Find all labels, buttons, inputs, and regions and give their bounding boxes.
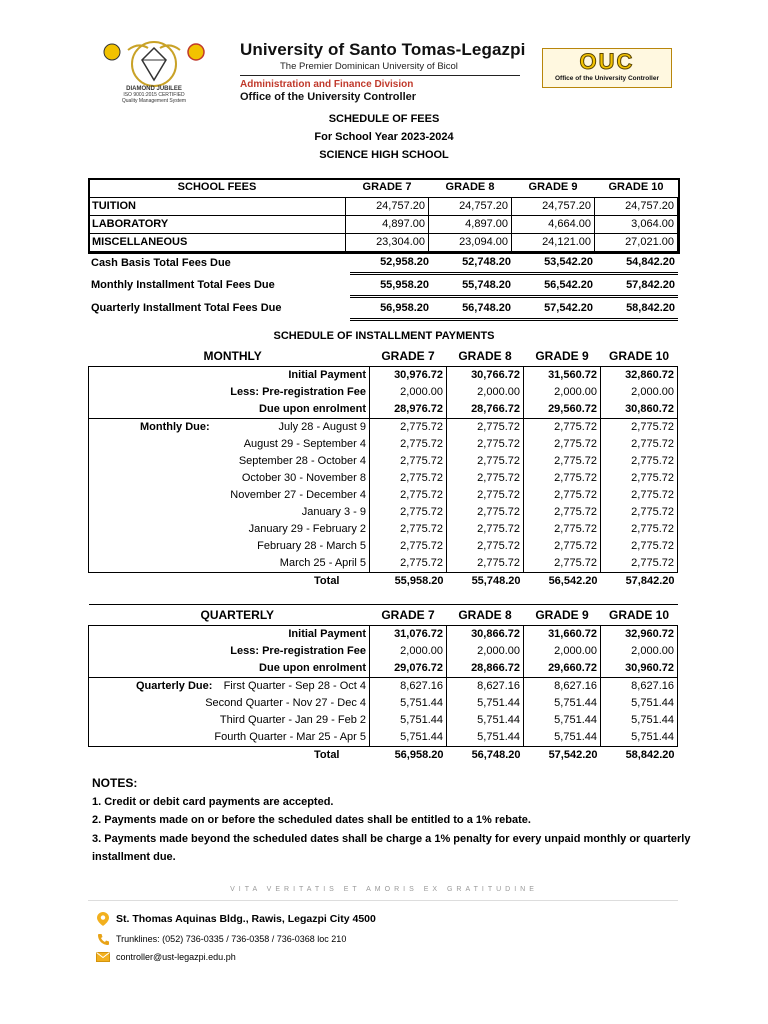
total-value: 57,542.20 xyxy=(548,749,598,761)
monthly-schedule-row xyxy=(89,419,678,437)
row-value: 2,775.72 xyxy=(601,504,678,521)
row-value: 5,751.44 xyxy=(447,729,524,747)
total-value: 52,958.20 xyxy=(350,252,432,274)
total-value: 56,958.20 xyxy=(350,297,432,320)
row-value: 2,775.72 xyxy=(524,436,601,453)
monthly-schedule-row xyxy=(89,555,678,573)
fee-value: 27,021.00 xyxy=(595,234,678,252)
row-label: Quarterly Due: First Quarter - Sep 28 - Oct 4 xyxy=(89,678,370,696)
note-item: 2. Payments made on or before the scheduled dates shall be entitled to a 1% rebate. xyxy=(92,814,531,826)
fee-value: 4,897.00 xyxy=(346,216,429,234)
quarterly-schedule-row xyxy=(89,678,678,696)
quarterly-initial-row xyxy=(89,626,678,644)
university-heading xyxy=(240,40,540,103)
total-row-cash xyxy=(88,252,678,274)
row-value: 2,775.72 xyxy=(447,504,524,521)
row-label: January 3 - 9 xyxy=(89,504,370,521)
phone-line xyxy=(96,932,346,946)
fees-header-grade10: GRADE 10 xyxy=(608,181,664,193)
row-value: 2,775.72 xyxy=(370,419,447,437)
total-value: 55,958.20 xyxy=(394,575,444,587)
row-value: 2,775.72 xyxy=(447,538,524,555)
total-label: Monthly Installment Total Fees Due xyxy=(91,279,275,291)
row-value: 2,775.72 xyxy=(601,436,678,453)
total-value: 58,842.20 xyxy=(596,297,678,320)
row-label: January 29 - February 2 xyxy=(89,521,370,538)
email-line xyxy=(96,950,236,964)
row-label: Initial Payment xyxy=(89,626,370,644)
total-value: 52,748.20 xyxy=(432,252,514,274)
total-value: 56,748.20 xyxy=(471,749,521,761)
address-text: St. Thomas Aquinas Bldg., Rawis, Legazpi City 4500 xyxy=(116,913,376,925)
row-value: 2,775.72 xyxy=(447,555,524,573)
document-titles xyxy=(0,110,768,164)
row-value: 2,000.00 xyxy=(524,384,601,401)
fee-value: 3,064.00 xyxy=(595,216,678,234)
row-value: 8,627.16 xyxy=(524,678,601,696)
fee-label: MISCELLANEOUS xyxy=(89,234,346,252)
monthly-schedule-row xyxy=(89,538,678,555)
row-value: 5,751.44 xyxy=(524,729,601,747)
phone-icon xyxy=(96,932,110,946)
row-value: 5,751.44 xyxy=(370,729,447,747)
fees-header-grade7: GRADE 7 xyxy=(362,181,412,193)
row-value: 2,775.72 xyxy=(601,555,678,573)
quarterly-table xyxy=(88,604,678,764)
row-value: 2,000.00 xyxy=(447,384,524,401)
university-tagline: The Premier Dominican University of Bicol xyxy=(280,61,458,72)
ouc-logo-letters: OUC xyxy=(579,49,635,74)
title-school-year: For School Year 2023-2024 xyxy=(314,131,454,143)
footer-divider xyxy=(88,900,678,901)
row-value: 5,751.44 xyxy=(447,712,524,729)
fees-header-label: SCHOOL FEES xyxy=(177,181,257,193)
monthly-grade: GRADE 7 xyxy=(381,348,435,363)
fees-header-row xyxy=(89,178,678,198)
row-value: 2,775.72 xyxy=(447,453,524,470)
row-value: 2,775.72 xyxy=(601,419,678,437)
fee-label: LABORATORY xyxy=(89,216,346,234)
motto: VITA VERITATIS ET AMORIS EX GRATITUDINE xyxy=(230,886,538,893)
monthly-initial-row xyxy=(89,367,678,385)
title-department: SCIENCE HIGH SCHOOL xyxy=(319,149,449,161)
note-item: 1. Credit or debit card payments are accepted. xyxy=(92,795,334,808)
quarterly-prereg-row xyxy=(89,643,678,660)
row-value: 2,775.72 xyxy=(524,521,601,538)
quarterly-grade: GRADE 9 xyxy=(524,605,601,626)
quarterly-schedule-row xyxy=(89,712,678,729)
title-schedule: SCHEDULE OF FEES xyxy=(328,113,440,125)
row-value: 2,775.72 xyxy=(447,419,524,437)
monthly-schedule-row xyxy=(89,487,678,504)
row-value: 2,775.72 xyxy=(524,453,601,470)
fees-header-grade8: GRADE 8 xyxy=(445,181,495,193)
quarterly-schedule-row xyxy=(89,729,678,747)
row-label: October 30 - November 8 xyxy=(89,470,370,487)
row-value: 5,751.44 xyxy=(447,695,524,712)
row-value: 5,751.44 xyxy=(370,712,447,729)
row-value: 8,627.16 xyxy=(447,678,524,696)
row-label: November 27 - December 4 xyxy=(89,487,370,504)
letterhead xyxy=(0,0,768,110)
row-value: 2,775.72 xyxy=(370,538,447,555)
phone-text: Trunklines: (052) 736-0335 / 736-0358 / 736-0368 loc 210 xyxy=(116,934,347,944)
total-value: 56,748.20 xyxy=(432,297,514,320)
monthly-schedule-row xyxy=(89,470,678,487)
row-value: 30,960.72 xyxy=(601,660,678,678)
notes-section xyxy=(92,774,692,867)
row-label: Initial Payment xyxy=(89,367,370,385)
row-value: 2,775.72 xyxy=(447,521,524,538)
row-value: 2,775.72 xyxy=(601,487,678,504)
row-value: 5,751.44 xyxy=(370,695,447,712)
row-value: 2,775.72 xyxy=(524,470,601,487)
monthly-header-row xyxy=(89,346,678,367)
total-value: 55,748.20 xyxy=(432,274,514,297)
ouc-logo xyxy=(542,48,672,88)
fee-value: 24,121.00 xyxy=(512,234,595,252)
quarterly-heading: QUARTERLY xyxy=(89,605,370,626)
row-label: Due upon enrolment xyxy=(89,401,370,419)
row-value: 2,775.72 xyxy=(601,453,678,470)
row-value: 5,751.44 xyxy=(601,695,678,712)
monthly-prereg-row xyxy=(89,384,678,401)
quarterly-grade: GRADE 8 xyxy=(447,605,524,626)
total-value: 57,542.20 xyxy=(514,297,596,320)
row-value: 5,751.44 xyxy=(601,712,678,729)
total-label: Quarterly Installment Total Fees Due xyxy=(91,302,282,314)
row-value: 2,775.72 xyxy=(524,419,601,437)
quarterly-total-row xyxy=(89,747,678,765)
row-value: 2,000.00 xyxy=(524,643,601,660)
iso-certification-text: ISO 9001:2015 CERTIFIED Quality Management System xyxy=(121,92,187,104)
row-value: 2,000.00 xyxy=(447,643,524,660)
row-label: February 28 - March 5 xyxy=(89,538,370,555)
row-value: 2,000.00 xyxy=(370,643,447,660)
row-label: Third Quarter - Jan 29 - Feb 2 xyxy=(89,712,370,729)
monthly-grade: GRADE 9 xyxy=(535,348,589,363)
row-label: September 28 - October 4 xyxy=(89,453,370,470)
total-value: 58,842.20 xyxy=(625,749,675,761)
row-value: 2,775.72 xyxy=(370,470,447,487)
installment-title: SCHEDULE OF INSTALLMENT PAYMENTS xyxy=(273,330,495,342)
svg-text:DIAMOND JUBILEE: DIAMOND JUBILEE xyxy=(126,86,182,92)
total-value: 56,542.20 xyxy=(514,274,596,297)
row-value: 2,775.72 xyxy=(524,555,601,573)
monthly-total-row xyxy=(89,573,678,591)
monthly-schedule-row xyxy=(89,521,678,538)
row-value: 32,860.72 xyxy=(601,367,678,385)
row-value: 2,775.72 xyxy=(370,521,447,538)
total-row-monthly xyxy=(88,274,678,297)
total-value: 56,958.20 xyxy=(394,749,444,761)
total-label: Total xyxy=(314,575,340,587)
total-value: 54,842.20 xyxy=(596,252,678,274)
fees-row-tuition xyxy=(89,198,678,216)
row-value: 2,775.72 xyxy=(524,538,601,555)
row-value: 28,866.72 xyxy=(447,660,524,678)
row-value: 28,976.72 xyxy=(370,401,447,419)
row-value: 30,766.72 xyxy=(447,367,524,385)
quarterly-grade: GRADE 10 xyxy=(601,605,678,626)
row-label: March 25 - April 5 xyxy=(89,555,370,573)
row-label: August 29 - September 4 xyxy=(89,436,370,453)
row-label: Second Quarter - Nov 27 - Dec 4 xyxy=(89,695,370,712)
row-value: 2,775.72 xyxy=(370,436,447,453)
row-value: 8,627.16 xyxy=(601,678,678,696)
total-value: 56,542.20 xyxy=(548,575,598,587)
row-value: 31,660.72 xyxy=(524,626,601,644)
quarterly-due-row xyxy=(89,660,678,678)
note-item: 3. Payments made beyond the scheduled dates shall be charge a 1% penalty for every unpaid monthly or quarterly installment due. xyxy=(92,832,691,863)
row-value: 30,976.72 xyxy=(370,367,447,385)
row-value: 2,775.72 xyxy=(370,453,447,470)
row-value: 32,960.72 xyxy=(601,626,678,644)
total-value: 57,842.20 xyxy=(625,575,675,587)
row-value: 2,775.72 xyxy=(524,487,601,504)
monthly-schedule-row xyxy=(89,504,678,521)
row-value: 5,751.44 xyxy=(524,712,601,729)
row-value: 2,775.72 xyxy=(370,504,447,521)
row-label: Less: Pre-registration Fee xyxy=(89,643,370,660)
row-value: 5,751.44 xyxy=(524,695,601,712)
email-text[interactable]: controller@ust-legazpi.edu.ph xyxy=(116,952,236,962)
total-value: 55,958.20 xyxy=(350,274,432,297)
total-label: Cash Basis Total Fees Due xyxy=(91,256,231,269)
fees-totals-table xyxy=(88,252,678,321)
address-line xyxy=(96,912,376,926)
row-value: 29,076.72 xyxy=(370,660,447,678)
row-value: 29,560.72 xyxy=(524,401,601,419)
fee-value: 23,094.00 xyxy=(429,234,512,252)
row-value: 31,076.72 xyxy=(370,626,447,644)
office-name: Office of the University Controller xyxy=(240,91,417,103)
row-value: 2,775.72 xyxy=(524,504,601,521)
monthly-grade: GRADE 8 xyxy=(458,348,512,363)
fees-row-miscellaneous xyxy=(89,234,678,252)
row-value: 28,766.72 xyxy=(447,401,524,419)
fee-value: 4,897.00 xyxy=(429,216,512,234)
total-value: 53,542.20 xyxy=(514,252,596,274)
row-label: Fourth Quarter - Mar 25 - Apr 5 xyxy=(89,729,370,747)
location-pin-icon xyxy=(96,912,110,926)
fee-value: 24,757.20 xyxy=(429,198,512,216)
total-row-quarterly xyxy=(88,297,678,320)
monthly-table xyxy=(88,346,678,590)
row-value: 2,775.72 xyxy=(601,538,678,555)
fee-label: TUITION xyxy=(89,198,346,216)
notes-heading: NOTES: xyxy=(92,776,138,790)
monthly-schedule-row xyxy=(89,436,678,453)
row-value: 2,775.72 xyxy=(370,555,447,573)
total-value: 55,748.20 xyxy=(471,575,521,587)
row-label: Monthly Due: July 28 - August 9 xyxy=(89,419,370,437)
fees-table xyxy=(88,178,678,252)
row-value: 2,775.72 xyxy=(447,436,524,453)
row-value: 31,560.72 xyxy=(524,367,601,385)
jubilee-emblem-icon xyxy=(98,40,210,92)
fees-row-laboratory xyxy=(89,216,678,234)
ouc-logo-caption: Office of the University Controller xyxy=(554,75,660,82)
row-value: 2,000.00 xyxy=(370,384,447,401)
division-name: Administration and Finance Division xyxy=(240,79,414,90)
fee-value: 24,757.20 xyxy=(346,198,429,216)
quarterly-header-row xyxy=(89,605,678,626)
row-value: 29,660.72 xyxy=(524,660,601,678)
monthly-schedule-row xyxy=(89,453,678,470)
row-value: 2,775.72 xyxy=(447,470,524,487)
fee-value: 24,757.20 xyxy=(512,198,595,216)
total-label: Total xyxy=(314,749,340,761)
quarterly-due-lead: Quarterly Due: xyxy=(136,680,213,692)
university-name: University of Santo Tomas-Legazpi xyxy=(240,40,526,59)
header-divider xyxy=(240,75,520,76)
monthly-due-lead: Monthly Due: xyxy=(140,421,210,433)
row-value: 2,000.00 xyxy=(601,643,678,660)
row-value: 2,000.00 xyxy=(601,384,678,401)
row-value: 8,627.16 xyxy=(370,678,447,696)
row-value: 5,751.44 xyxy=(601,729,678,747)
diamond-jubilee-logo xyxy=(98,40,210,104)
fees-header-grade9: GRADE 9 xyxy=(528,181,578,193)
row-value: 2,775.72 xyxy=(370,487,447,504)
fee-value: 4,664.00 xyxy=(512,216,595,234)
fee-value: 24,757.20 xyxy=(595,198,678,216)
row-label: Less: Pre-registration Fee xyxy=(89,384,370,401)
fee-value: 23,304.00 xyxy=(346,234,429,252)
monthly-heading: MONTHLY xyxy=(203,348,262,363)
row-value: 30,866.72 xyxy=(447,626,524,644)
row-value: 30,860.72 xyxy=(601,401,678,419)
quarterly-grade: GRADE 7 xyxy=(370,605,447,626)
row-value: 2,775.72 xyxy=(447,487,524,504)
quarterly-schedule-row xyxy=(89,695,678,712)
monthly-grade: GRADE 10 xyxy=(608,348,670,363)
mail-icon xyxy=(96,950,110,964)
row-label: Due upon enrolment xyxy=(89,660,370,678)
total-value: 57,842.20 xyxy=(596,274,678,297)
monthly-due-row xyxy=(89,401,678,419)
row-value: 2,775.72 xyxy=(601,470,678,487)
row-value: 2,775.72 xyxy=(601,521,678,538)
